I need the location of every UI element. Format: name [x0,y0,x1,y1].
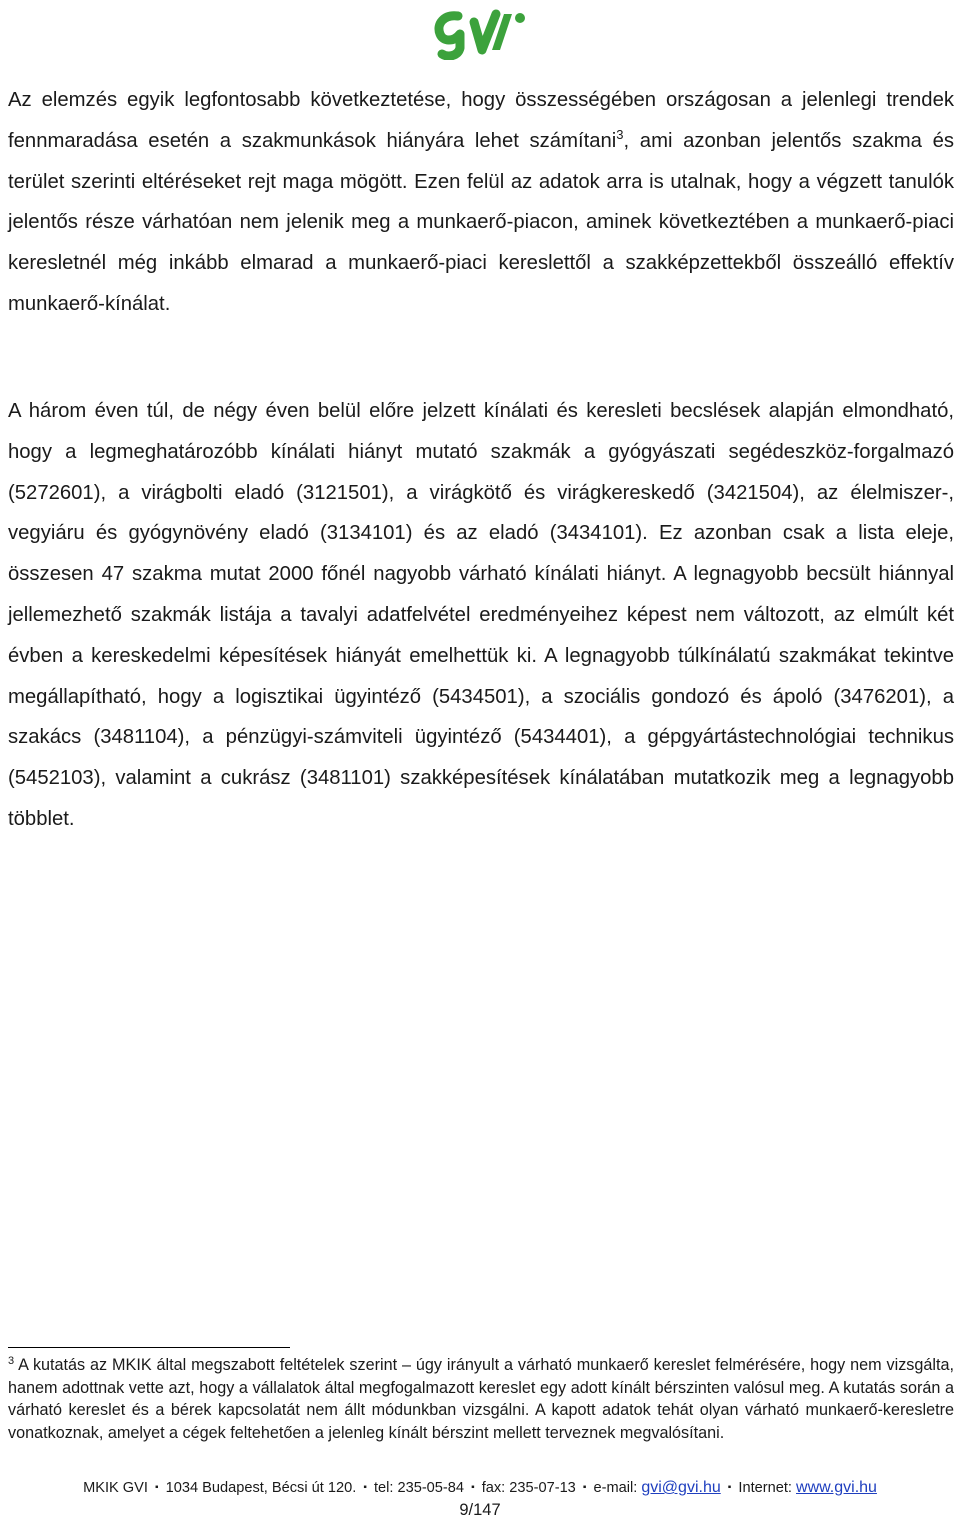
page-number: 9/147 [459,1501,501,1519]
paragraph-1-text-b: , ami azonban jelentős szakma és terület szerinti eltéréseket rejt maga mögött. Ezen felül az adatok arra is utalnak, hogy a végzett tanulók jelentős része várhatóan nem jelenik meg a munkaerő-piacon, aminek következtében a munkaerő-piaci keresletnél még inkább elmarad a munkaerő-piaci kereslettől a szakképzettekből összeálló effektív munkaerő-kínálat. [8,129,954,315]
email-link[interactable]: gvi@gvi.hu [641,1479,721,1496]
footer-org: MKIK GVI [83,1480,148,1496]
page-footer [0,1478,960,1498]
footer-tel: tel: 235-05-84 [373,1480,465,1496]
footer-internet-label: Internet: [738,1480,792,1496]
footnote [8,1354,954,1444]
footnote-reference[interactable]: 3 [616,126,624,142]
footnote-separator [8,1347,290,1348]
body-paragraph-1 [8,80,954,325]
footer-separator: ▪ [582,1482,587,1493]
footer-fax: fax: 235-07-13 [481,1480,576,1496]
body-paragraph-2: A három éven túl, de négy éven belül előre jelzett kínálati és keresleti becslések alapján elmondható, hogy a legmeghatározóbb kínálati hiányt mutató szakmák a gyógyászati segédeszköz-forgalmazó (5272601), a virágbolti eladó (3121501), a virágkötő és virágkereskedő (3421504), az élelmiszer-, vegyiáru és gyógynövény eladó (3134101) és az eladó (3434101). Ez azonban csak a lista eleje, összesen 47 szakma mutat 2000 főnél nagyobb várható kínálati hiányt. A legnagyobb becsült hiánnyal jellemezhető szakmák listája a tavalyi adatfelvétel eredményeihez képest nem változott, az elmúlt két évben a kereskedelmi képesítések hiányát emelhettük ki. A legnagyobb túlkínálatú szakmákat tekintve megállapítható, hogy a logisztikai ügyintéző (5434501), a szociális gondozó és ápoló (3476201), a szakács (3481104), a pénzügyi-számviteli ügyintéző (5434401), a gépgyártástechnológiai technikus (5452103), valamint a cukrász (3481101) szakképesítések kínálatában mutatkozik meg a legnagyobb többlet. [8,400,954,830]
gvi-logo-icon [430,4,530,60]
footer-email-label: e-mail: [593,1480,638,1496]
paragraph-1-text-a: Az elemzés egyik legfontosabb következtetése, hogy összességében országosan a jelenlegi trendek fennmaradása esetén a szakmunkások hiányára lehet számítani [8,89,954,152]
website-link[interactable]: www.gvi.hu [796,1479,877,1496]
footer-separator: ▪ [155,1482,159,1493]
footnote-text: A kutatás az MKIK által megszabott feltételek szerint – úgy irányult a várható munkaerő kereslet felmérésére, hogy nem vizsgálta, hanem adottnak vette azt, hogy a vállalatok által megfogalmazott kereslet egy adott kínált bérszinten valósul meg. A kutatás során a várható kereslet és a bérek kapcsolatát nem állt módunkban vizsgálni. A kapott adatok tehát olyan várható munkaerő-keresletre vonatkoznak, amelyet a cégek feltehetően a jelenleg kínált bérszint mellett terveznek megvalósítani. [8,1356,954,1442]
footer-address: 1034 Budapest, Bécsi út 120. [165,1480,357,1496]
footer-separator: ▪ [727,1482,732,1493]
footer-separator: ▪ [471,1482,475,1493]
footnote-number: 3 [8,1355,15,1367]
footer-separator: ▪ [363,1482,367,1493]
